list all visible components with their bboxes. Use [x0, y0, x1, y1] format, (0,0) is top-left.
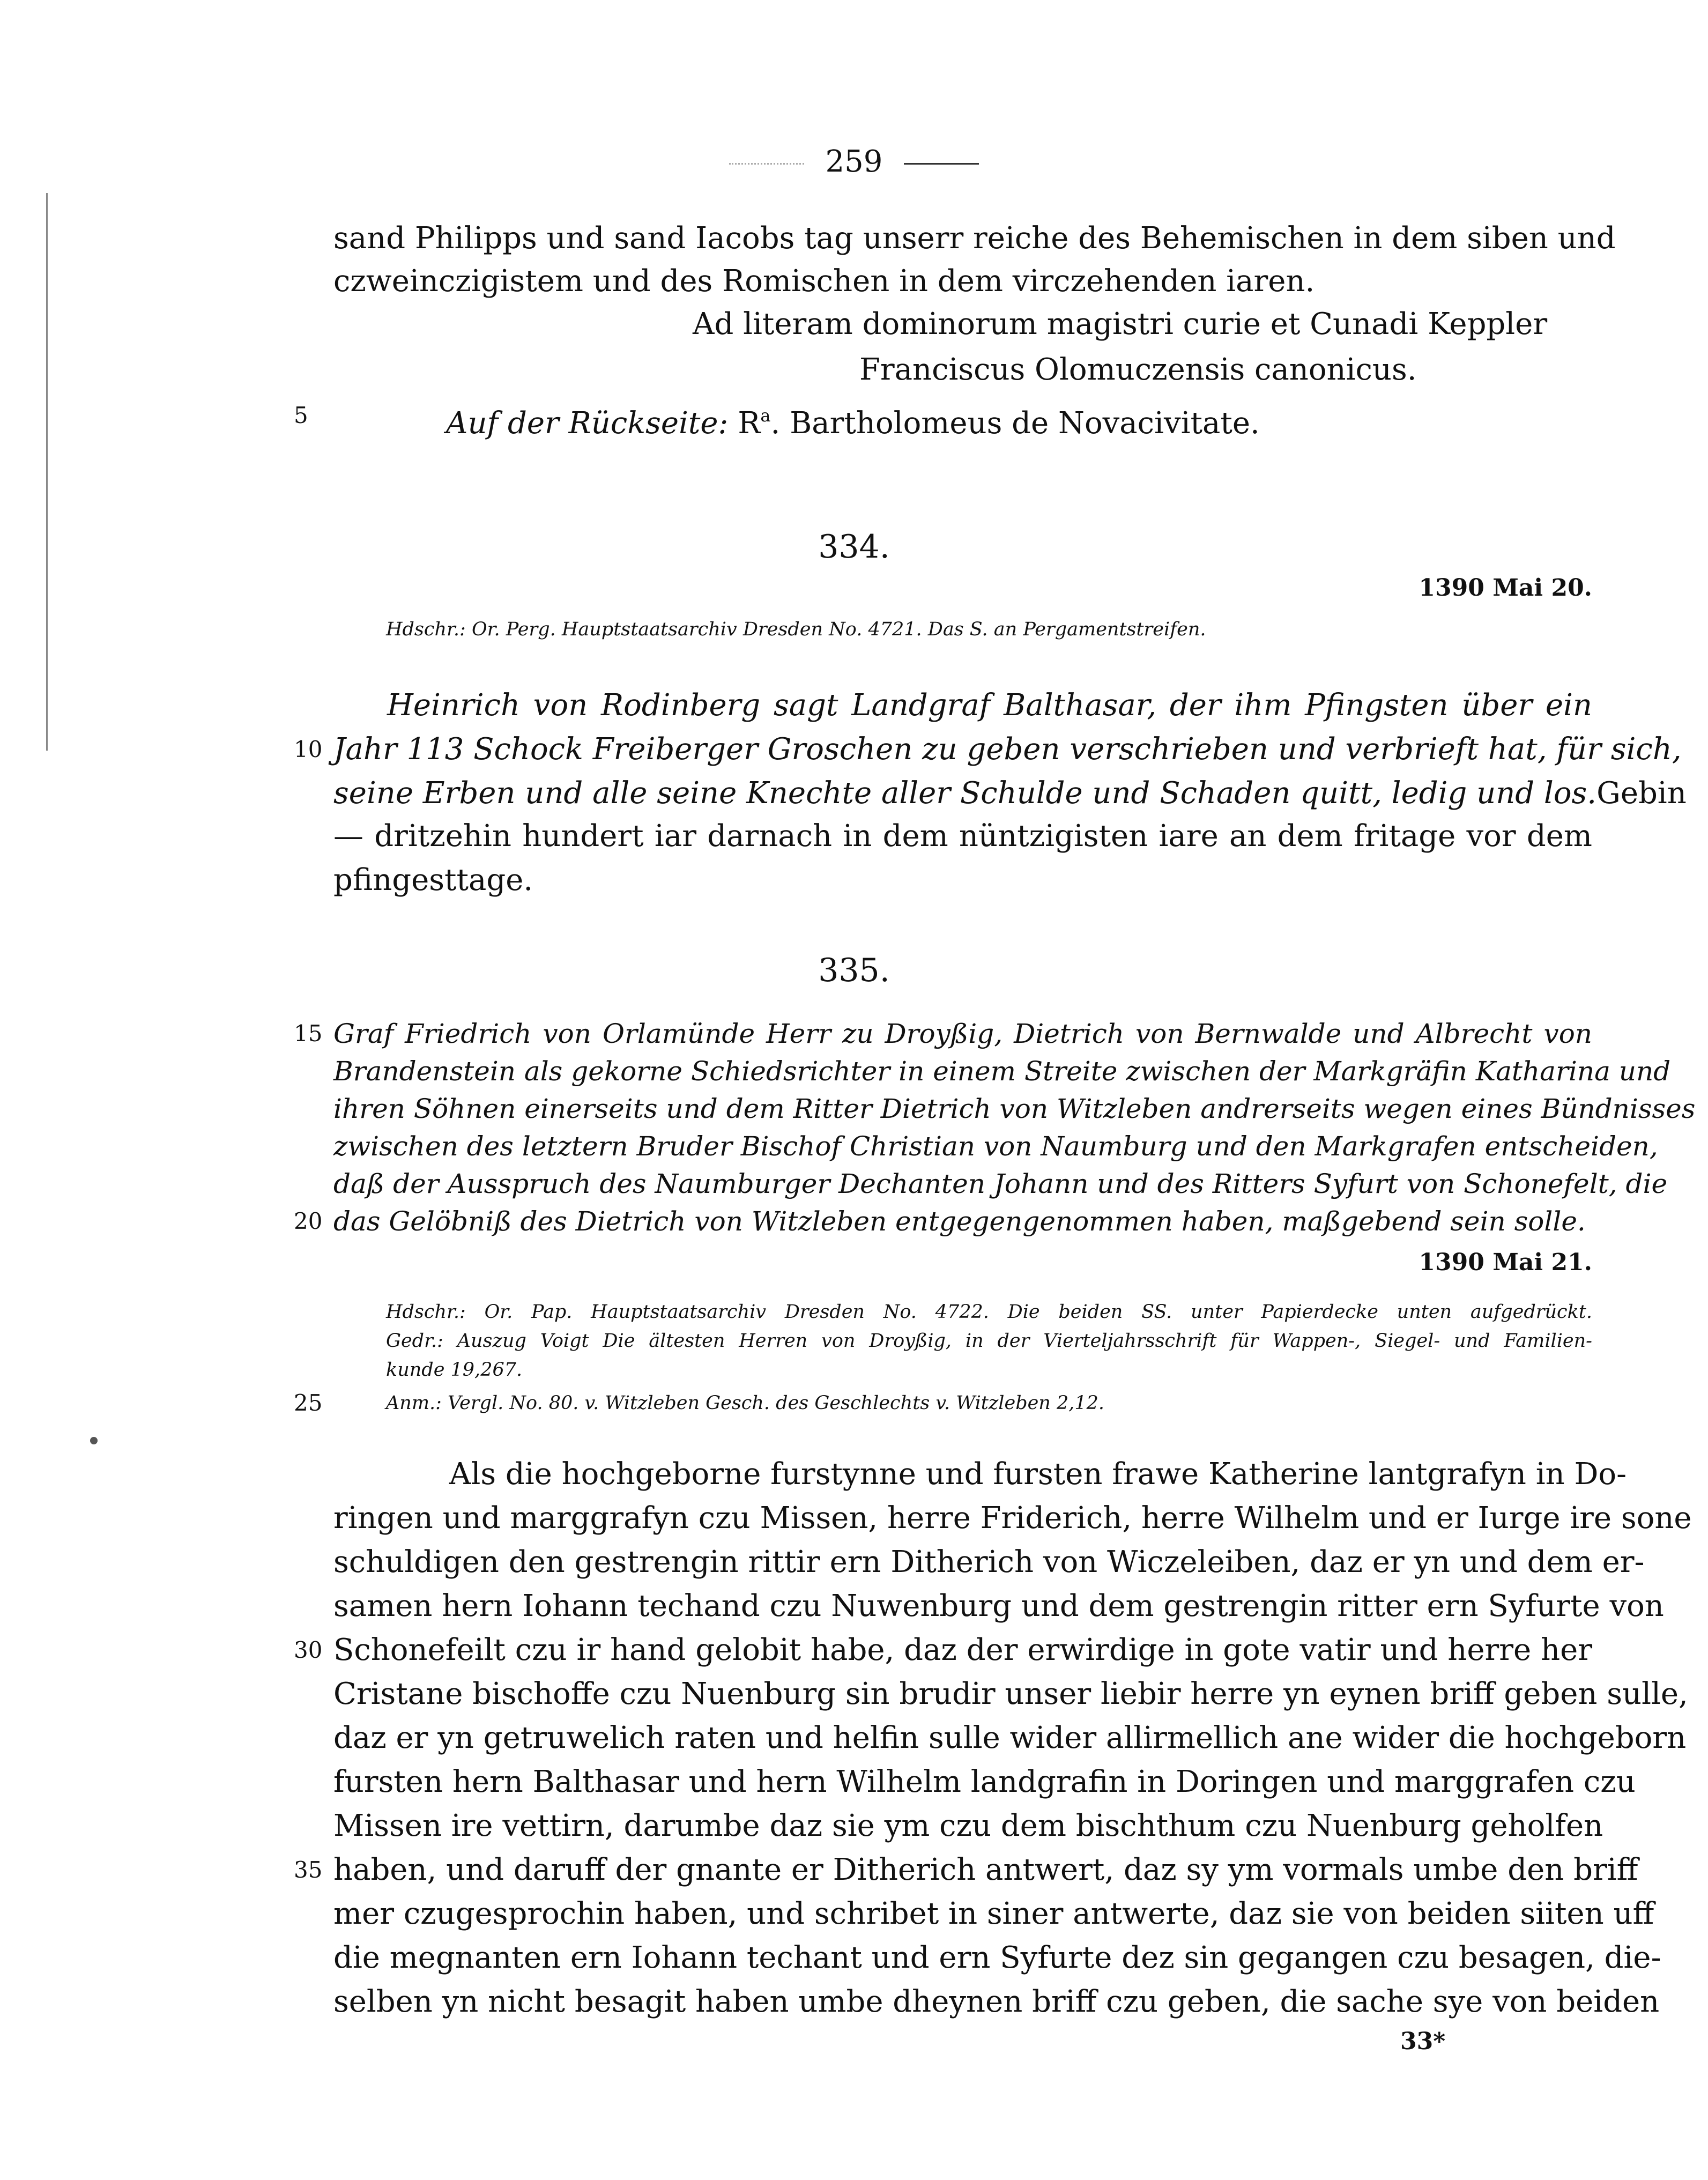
line-number: 15 — [294, 1020, 323, 1047]
text-line: mer czugesprochin haben, und schribet in siner antwerte, daz sie von beiden siiten uff — [333, 1896, 1654, 1931]
summary-line: zwischen des letztern Bruder Bischof Christian von Naumburg und den Markgrafen entscheiden, — [333, 1131, 1658, 1162]
summary-line: daß der Ausspruch des Naumburger Dechanten Johann und des Ritters Syfurt von Schonefelt, die — [333, 1168, 1668, 1199]
text-line: — dritzehin hundert iar darnach in dem nüntzigisten iare an dem fritage vor dem — [333, 819, 1592, 854]
source-note: Hdschr.: Or. Pap. Hauptstaatsarchiv Dresden No. 4722. Die beiden SS. unter Papierdecke unten aufgedrückt. — [386, 1301, 1592, 1323]
sheet-signature: 33* — [1400, 2028, 1446, 2055]
verso-note — [446, 394, 1260, 445]
text-line: pfingesttage. — [333, 863, 533, 898]
text-line: haben, und daruff der gnante er Ditherich antwert, daz sy ym vormals umbe den briff — [333, 1852, 1638, 1887]
print-note: Gedr.: Auszug Voigt Die ältesten Herren von Droyßig, in der Vierteljahrsschrift für Wappen-, Siegel- und Familien- — [386, 1330, 1592, 1352]
line-number: 20 — [294, 1208, 323, 1234]
summary-line: das Gelöbniß des Dietrich von Witzleben entgegengenommen haben, maßgebend sein solle. — [333, 1206, 1586, 1237]
summary-line: ihren Söhnen einerseits und dem Ritter Dietrich von Witzleben andrerseits wegen eines Bündnisses — [333, 1093, 1696, 1124]
text-line: Als die hochgeborne furstynne und fursten frawe Katherine lantgrafyn in Do- — [449, 1457, 1627, 1492]
text-line: Schonefeilt czu ir hand gelobit habe, daz der erwirdige in gote vatir und herre her — [333, 1633, 1592, 1667]
print-note: kunde 19,267. — [386, 1359, 523, 1381]
text-line: ringen und marggrafyn czu Missen, herre Friderich, herre Wilhelm und er Iurge ire sone — [333, 1501, 1692, 1536]
text-line: czweinczigistem und des Romischen in dem virczehenden iaren. — [333, 264, 1315, 299]
regest-line-mixed — [333, 772, 1687, 815]
text-line: sand Philipps und sand Iacobs tag unserr reiche des Behemischen in dem siben und — [333, 221, 1616, 256]
scan-speck — [90, 1437, 98, 1444]
header-rule-right — [904, 163, 979, 165]
text-line: die megnanten ern Iohann techant und ern Syfurte dez sin gegangen czu besagen, die- — [333, 1940, 1661, 1975]
document-date: 1390 Mai 20. — [1419, 574, 1592, 602]
annotation-note: Anm.: Vergl. No. 80. v. Witzleben Gesch. des Geschlechts v. Witzleben 2,12. — [386, 1392, 1105, 1414]
text-line: samen hern Iohann techand czu Nuwenburg und dem gestrengin ritter ern Syfurte von — [333, 1589, 1664, 1623]
header-rule-left — [729, 163, 804, 165]
regest-incipit: Gebin — [1596, 776, 1687, 811]
page-number: 259 — [825, 144, 883, 179]
document-date: 1390 Mai 21. — [1419, 1249, 1592, 1276]
verso-label: Auf der Rückseite: — [446, 406, 729, 441]
verso-r: R — [738, 406, 761, 441]
text-line: fursten hern Balthasar und hern Wilhelm landgrafin in Doringen und marggrafen czu — [333, 1764, 1636, 1799]
summary-line: Brandenstein als gekorne Schiedsrichter in einem Streite zwischen der Markgräfin Katharina und — [333, 1056, 1671, 1087]
text-line: selben yn nicht besagit haben umbe dheynen briff czu geben, die sache sye von beiden — [333, 1984, 1660, 2019]
scan-margin-line — [46, 193, 48, 472]
verso-r-sup: a — [760, 405, 771, 426]
source-note: Hdschr.: Or. Perg. Hauptstaatsarchiv Dresden No. 4721. Das S. an Pergamentstreifen. — [386, 619, 1206, 640]
document-number: 335. — [818, 952, 890, 989]
regest-text: seine Erben und alle seine Knechte aller Schulde und Schaden quitt, ledig und los. — [333, 776, 1597, 811]
line-number: 10 — [294, 736, 323, 762]
text-line: daz er yn getruwelich raten und helfin sulle wider allirmellich ane wider die hochgeborn — [333, 1721, 1687, 1755]
line-number: 25 — [294, 1390, 323, 1416]
line-number: 30 — [294, 1637, 323, 1663]
text-line: Cristane bischoffe czu Nuenburg sin brudir unser liebir herre yn eynen briff geben sulle, — [333, 1677, 1688, 1711]
verso-text: . Bartholomeus de Novacivitate. — [770, 406, 1260, 441]
line-number: 5 — [294, 402, 308, 428]
signature-line: Ad literam dominorum magistri curie et Cunadi Keppler — [693, 307, 1548, 342]
regest-line: Heinrich von Rodinberg sagt Landgraf Balthasar, der ihm Pfingsten über ein — [387, 688, 1592, 723]
scan-margin-line — [46, 472, 48, 751]
text-line: Missen ire vettirn, darumbe daz sie ym czu dem bischthum czu Nuenburg geholfen — [333, 1808, 1603, 1843]
text-line: schuldigen den gestrengin rittir ern Ditherich von Wiczeleiben, daz er yn und dem er- — [333, 1545, 1645, 1580]
document-number: 334. — [818, 528, 890, 566]
page-header — [0, 140, 1708, 183]
summary-line: Graf Friedrich von Orlamünde Herr zu Droyßig, Dietrich von Bernwalde und Albrecht von — [333, 1018, 1592, 1049]
line-number: 35 — [294, 1857, 323, 1883]
regest-line: Jahr 113 Schock Freiberger Groschen zu geben verschrieben und verbrieft hat, für sich, — [333, 732, 1682, 767]
signature-line: Franciscus Olomuczensis canonicus. — [859, 352, 1417, 387]
